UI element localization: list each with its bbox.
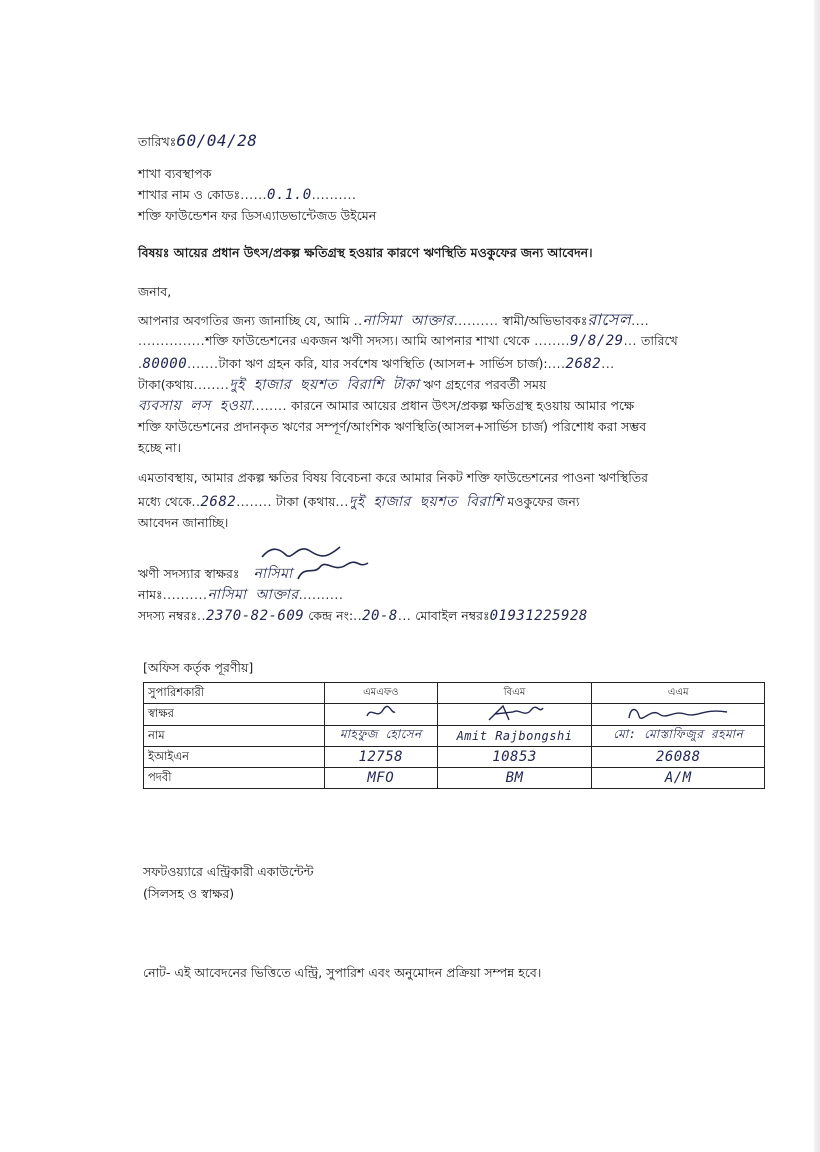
loan-date: 9/8/29	[570, 333, 624, 349]
signature-cell-bm	[437, 704, 592, 726]
cell: MFO	[325, 768, 438, 789]
row-label: স্বাক্ষর	[144, 704, 325, 726]
am-signature	[623, 704, 733, 722]
cell: BM	[437, 768, 592, 789]
loss-reason: ব্যবসায় লস হওয়া	[138, 398, 252, 414]
body-line-10: আবেদন জানাচ্ছি।	[138, 515, 229, 530]
waiver-amount: 2682	[200, 494, 237, 510]
salutation: জনাব,	[138, 284, 172, 299]
member-signature: নাসিমা	[253, 566, 293, 582]
waiver-in-words: দুই হাজার ছয়শত বিরাশি	[348, 494, 504, 510]
date-value: 60/04/28	[176, 131, 258, 150]
member-name: নাসিমা আক্তার	[207, 587, 299, 603]
footer-note: নোট- এই আবেদনের ভিত্তিতে এন্ট্রি, সুপারিশ এবং অনুমোদন প্রক্রিয়া সম্পন্ন হবে।	[143, 965, 542, 980]
body-line-7: হচ্ছে না।	[138, 440, 181, 455]
body-line-9: মধ্যে থেকে..2682........ টাকা (কথায়...দুই হাজার ছয়শত বিরাশি মওকুফের জন্য	[138, 494, 580, 510]
member-id-line: সদস্য নম্বরঃ..2370-82-609 কেন্দ্র নং:..20-8... মোবাইল নম্বরঃ01931225928	[138, 608, 588, 624]
member-signature-line: ঋণী সদস্যার স্বাক্ষরঃ নাসিমা	[138, 566, 293, 582]
mobile-number: 01931225928	[489, 608, 588, 624]
center-number: 20-8	[362, 608, 398, 624]
date-line	[138, 133, 257, 150]
member-id: 2370-82-609	[206, 608, 305, 624]
cell: এমএফও	[325, 683, 438, 704]
accountant-note: (সিলসহ ও স্বাক্ষর)	[143, 886, 235, 901]
body-line-2: ...............শক্তি ফাউন্ডেশনের একজন ঋণী সদস্য। আমি আপনার শাখা থেকে ........9/8/29... তারিখে	[138, 333, 678, 349]
page-edge	[814, 0, 820, 1152]
table-row	[144, 683, 765, 704]
row-label: ইআইএন	[144, 747, 325, 768]
body-line-8: এমতাবস্থায়, আমার প্রকল্প ক্ষতির বিষয় বিবেচনা করে আমার নিকট শক্তি ফাউন্ডেশনের পাওনা ঋণস্থিতির	[138, 470, 649, 485]
date-label: তারিখঃ	[138, 134, 177, 149]
loan-balance: 2682	[565, 356, 602, 372]
table-row	[144, 747, 765, 768]
cell: বিএম	[437, 683, 592, 704]
body-line-4: টাকা(কথায়........দুই হাজার ছয়শত বিরাশি টাকা ঋণ গ্রহণের পরবর্তী সময়	[138, 377, 547, 393]
table-row	[144, 768, 765, 789]
cell: 26088	[592, 747, 765, 768]
cell: এএম	[592, 683, 765, 704]
member-name-line: নামঃ..........নাসিমা আক্তার..........	[138, 587, 344, 603]
member-name-inline: নাসিমা আক্তার	[362, 313, 454, 329]
org-name: শক্তি ফাউন্ডেশন ফর ডিসএ্যাডভান্টেজড উইমেন	[138, 208, 377, 223]
loan-amount: 80000	[142, 356, 188, 372]
bm-signature	[485, 704, 545, 722]
body-line-1: আপনার অবগতির জন্য জানাচ্ছি যে, আমি ..নাসিমা আক্তার.......... স্বামী/অভিভাবকঃরাসেল....	[138, 310, 650, 329]
body-line-3: .80000.......টাকা ঋণ গ্রহন করি, যার সর্বশেষ ঋণস্থিতি (আসল+ সার্ভিস চার্জ):....2682...	[138, 356, 615, 372]
accountant-line: সফটওয়্যারে এন্ট্রিকারী একাউন্টেন্ট	[143, 864, 314, 879]
signature-cell-mfo	[325, 704, 438, 726]
body-line-5: ব্যবসায় লস হওয়া........ কারনে আমার আয়ের প্রধান উৎস/প্রকল্প ক্ষতিগ্রস্থ হওয়ায় আমার পক্ষে	[138, 398, 635, 414]
cell: Amit Rajbongshi	[437, 726, 592, 747]
branch-code: 0.1.0	[267, 187, 312, 203]
guardian-name: রাসেল	[587, 310, 632, 329]
mfo-signature	[361, 704, 401, 722]
cell: 10853	[437, 747, 592, 768]
branch-label: শাখার নাম ও কোডঃ	[138, 187, 241, 202]
office-section-label: [অফিস কর্তৃক পূরণীয়]	[143, 660, 254, 675]
balance-in-words: দুই হাজার ছয়শত বিরাশি টাকা	[229, 377, 420, 393]
row-label: সুপারিশকারী	[144, 683, 325, 704]
row-label: পদবী	[144, 768, 325, 789]
table-row	[144, 726, 765, 747]
table-row	[144, 704, 765, 726]
cell: মাহফুজ হোসেন	[325, 726, 438, 747]
recommendation-table	[143, 682, 765, 789]
recipient-line: শাখা ব্যবস্থাপক	[138, 166, 212, 181]
signature-cell-am	[592, 704, 765, 726]
cell: মো: মোস্তাফিজুর রহমান	[592, 726, 765, 747]
row-label: নাম	[144, 726, 325, 747]
cell: 12758	[325, 747, 438, 768]
body-line-6: শক্তি ফাউন্ডেশনের প্রদানকৃত ঋণের সম্পূর্ণ/আংশিক ঋণস্থিতি(আসল+সার্ভিস চার্জ) পরিশোধ করা সম্ভব	[138, 419, 647, 434]
subject-line: বিষয়ঃ আয়ের প্রধান উৎস/প্রকল্প ক্ষতিগ্রস্থ হওয়ার কারণে ঋণস্থিতি মওকুফের জন্য আবেদন।	[138, 245, 593, 260]
branch-line: শাখার নাম ও কোডঃ......0.1.0..........	[138, 187, 357, 203]
cell: A/M	[592, 768, 765, 789]
